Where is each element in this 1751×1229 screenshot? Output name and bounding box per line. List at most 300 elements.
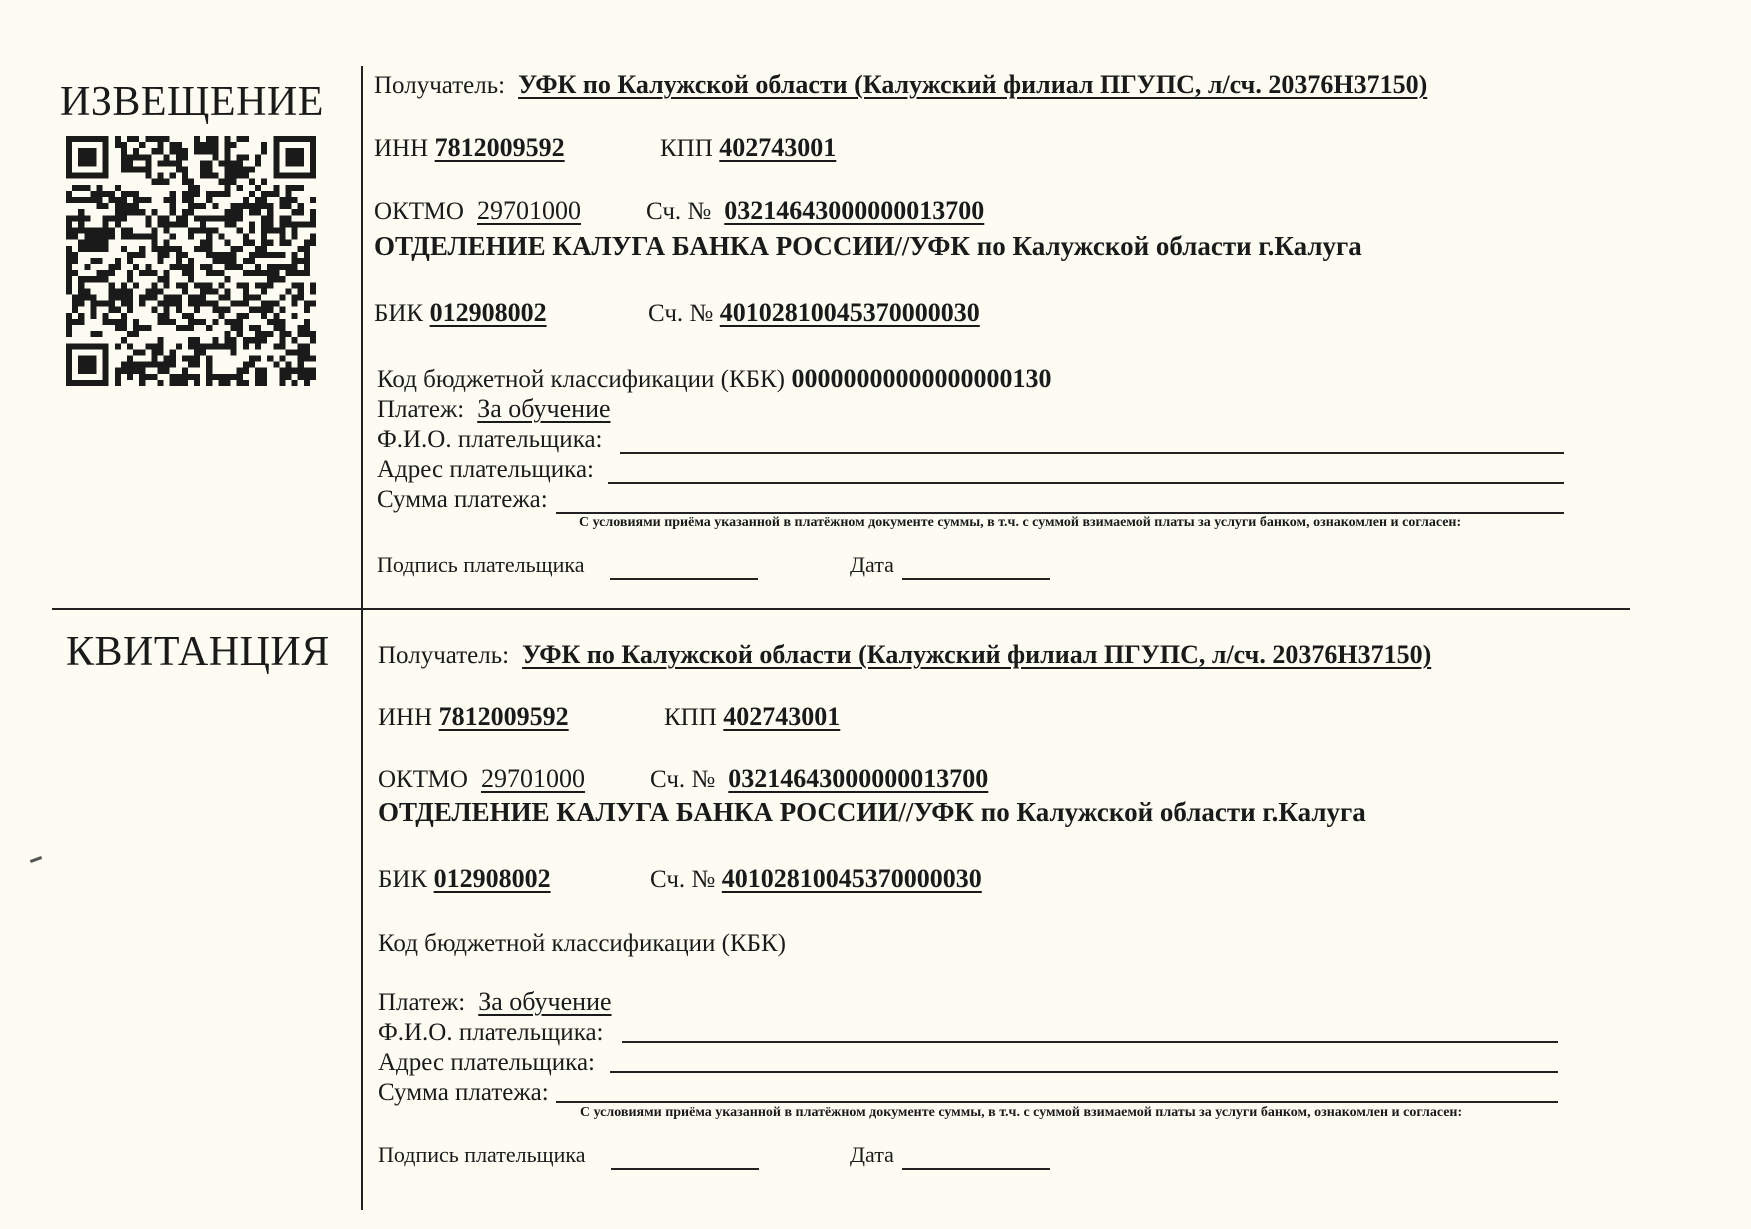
receipt-kbk-row [378, 928, 786, 958]
qr-module [121, 319, 127, 325]
qr-module [164, 362, 170, 368]
qr-module [212, 227, 218, 233]
qr-module [304, 221, 310, 227]
qr-module [225, 166, 231, 172]
qr-module [66, 331, 72, 337]
qr-module [84, 343, 90, 349]
qr-module [237, 374, 243, 380]
qr-module [84, 160, 90, 166]
qr-module [267, 240, 273, 246]
qr-module [279, 374, 285, 380]
qr-module [279, 240, 285, 246]
qr-module [151, 349, 157, 355]
qr-module [194, 319, 200, 325]
qr-module [151, 148, 157, 154]
qr-module [249, 356, 255, 362]
qr-module [218, 343, 224, 349]
qr-module [261, 142, 267, 148]
qr-module [145, 288, 151, 294]
qr-module [78, 288, 84, 294]
qr-module [164, 276, 170, 282]
qr-module [212, 148, 218, 154]
qr-module [225, 252, 231, 258]
qr-module [139, 325, 145, 331]
qr-module [182, 313, 188, 319]
qr-module [103, 246, 109, 252]
qr-module [176, 264, 182, 270]
qr-module [127, 362, 133, 368]
qr-module [157, 368, 163, 374]
qr-module [194, 349, 200, 355]
qr-module [255, 337, 261, 343]
qr-module [164, 301, 170, 307]
qr-module [286, 221, 292, 227]
qr-module [170, 295, 176, 301]
qr-module [176, 295, 182, 301]
qr-module [103, 240, 109, 246]
qr-module [267, 252, 273, 258]
qr-module [218, 307, 224, 313]
qr-module [206, 246, 212, 252]
qr-module [72, 136, 78, 142]
qr-module [66, 246, 72, 252]
notice-oktmo-row [374, 196, 581, 226]
signature-field[interactable] [610, 552, 758, 580]
qr-module [66, 368, 72, 374]
qr-module [194, 191, 200, 197]
qr-module [170, 148, 176, 154]
qr-module [237, 166, 243, 172]
qr-module [66, 270, 72, 276]
corr-account-value: 40102810045370000030 [719, 298, 980, 327]
qr-module [115, 380, 121, 386]
qr-module [286, 368, 292, 374]
qr-module [139, 197, 145, 203]
qr-module [231, 179, 237, 185]
qr-module [279, 264, 285, 270]
qr-module [103, 362, 109, 368]
payment-value: За обучение [477, 394, 611, 423]
qr-module [157, 343, 163, 349]
qr-module [237, 209, 243, 215]
qr-module [298, 148, 304, 154]
qr-module [298, 154, 304, 160]
notice-address-row [377, 454, 594, 484]
qr-module [151, 282, 157, 288]
qr-module [310, 209, 316, 215]
fio-label: Ф.И.О. плательщика: [378, 1019, 604, 1046]
qr-module [279, 368, 285, 374]
qr-module [231, 252, 237, 258]
qr-module [200, 319, 206, 325]
qr-module [261, 227, 267, 233]
scan-mark [30, 856, 42, 863]
qr-module [231, 246, 237, 252]
qr-module [237, 136, 243, 142]
qr-module [176, 258, 182, 264]
qr-module [310, 288, 316, 294]
qr-module [298, 136, 304, 142]
qr-module [261, 221, 267, 227]
qr-module [310, 221, 316, 227]
qr-module [304, 252, 310, 258]
qr-module [243, 337, 249, 343]
qr-module [255, 160, 261, 166]
qr-module [273, 362, 279, 368]
recipient-label: Получатель: [378, 642, 510, 669]
qr-module [176, 301, 182, 307]
qr-module [66, 319, 72, 325]
qr-module [139, 295, 145, 301]
bik-label: БИК [378, 866, 428, 893]
qr-module [90, 356, 96, 362]
qr-module [279, 319, 285, 325]
qr-module [292, 148, 298, 154]
oktmo-label: ОКТМО [374, 198, 464, 225]
qr-module [127, 252, 133, 258]
qr-module [292, 173, 298, 179]
qr-module [231, 349, 237, 355]
qr-module [206, 264, 212, 270]
qr-module [298, 368, 304, 374]
qr-module [218, 282, 224, 288]
qr-module [249, 191, 255, 197]
recipient-value: УФК по Калужской области (Калужский филиал ПГУПС, л/сч. 20376Н37150) [518, 70, 1428, 99]
qr-module [249, 270, 255, 276]
qr-module [279, 227, 285, 233]
qr-module [66, 276, 72, 282]
qr-module [170, 264, 176, 270]
qr-module [261, 313, 267, 319]
qr-module [225, 288, 231, 294]
qr-module [304, 136, 310, 142]
qr-module [298, 258, 304, 264]
qr-module [273, 154, 279, 160]
qr-module [200, 142, 206, 148]
qr-module [292, 270, 298, 276]
account-value: 03214643000000013700 [728, 764, 989, 793]
qr-module [170, 319, 176, 325]
qr-module [90, 258, 96, 264]
signature-label: Подпись плательщика [377, 552, 585, 577]
qr-module [115, 209, 121, 215]
fio-field[interactable] [622, 1015, 1558, 1043]
qr-module [145, 325, 151, 331]
qr-module [267, 227, 273, 233]
qr-module [127, 307, 133, 313]
qr-module [279, 215, 285, 221]
qr-module [139, 142, 145, 148]
qr-module [292, 264, 298, 270]
qr-module [206, 166, 212, 172]
qr-module [225, 185, 231, 191]
qr-module [255, 185, 261, 191]
qr-module [243, 270, 249, 276]
qr-module [261, 331, 267, 337]
qr-module [176, 374, 182, 380]
qr-module [78, 282, 84, 288]
qr-module [164, 160, 170, 166]
qr-module [115, 215, 121, 221]
qr-module [200, 221, 206, 227]
qr-module [182, 374, 188, 380]
qr-module [72, 252, 78, 258]
receipt-address-row [378, 1047, 595, 1077]
qr-module [255, 282, 261, 288]
qr-module [267, 221, 273, 227]
qr-module [78, 197, 84, 203]
qr-module [96, 227, 102, 233]
qr-module [157, 179, 163, 185]
qr-module [225, 258, 231, 264]
qr-module [121, 215, 127, 221]
qr-module [206, 215, 212, 221]
qr-module [127, 258, 133, 264]
qr-module [225, 148, 231, 154]
qr-module [273, 252, 279, 258]
qr-module [72, 197, 78, 203]
qr-module [170, 173, 176, 179]
qr-module [176, 221, 182, 227]
qr-module [157, 362, 163, 368]
qr-module [304, 349, 310, 355]
qr-module [96, 301, 102, 307]
qr-module [182, 173, 188, 179]
fio-field[interactable] [620, 426, 1564, 454]
bik-label: БИК [374, 300, 424, 327]
qr-module [218, 270, 224, 276]
qr-module [103, 221, 109, 227]
qr-module [90, 227, 96, 233]
qr-module [243, 362, 249, 368]
qr-module [127, 160, 133, 166]
qr-module [304, 325, 310, 331]
qr-module [84, 154, 90, 160]
qr-module [249, 252, 255, 258]
qr-module [103, 374, 109, 380]
receipt-kpp-row [664, 702, 840, 732]
recipient-label: Получатель: [374, 72, 506, 99]
qr-module [286, 374, 292, 380]
qr-module [151, 209, 157, 215]
qr-module [249, 325, 255, 331]
qr-module [304, 368, 310, 374]
qr-module [261, 246, 267, 252]
sum-field[interactable] [556, 1075, 1558, 1103]
qr-module [194, 356, 200, 362]
qr-module [115, 319, 121, 325]
qr-module [243, 136, 249, 142]
qr-module [292, 380, 298, 386]
qr-module [261, 301, 267, 307]
qr-module [267, 203, 273, 209]
qr-module [218, 380, 224, 386]
qr-module [206, 173, 212, 179]
qr-module [267, 319, 273, 325]
qr-module [255, 246, 261, 252]
qr-module [218, 179, 224, 185]
qr-module [78, 148, 84, 154]
qr-module [292, 227, 298, 233]
qr-module [103, 349, 109, 355]
qr-module [225, 173, 231, 179]
qr-module [249, 258, 255, 264]
qr-module [84, 276, 90, 282]
qr-module [90, 234, 96, 240]
qr-module [182, 356, 188, 362]
qr-module [292, 301, 298, 307]
qr-module [78, 215, 84, 221]
notice-kbk-row [377, 364, 1051, 394]
date-field[interactable] [902, 552, 1050, 580]
qr-module [273, 325, 279, 331]
qr-module [286, 264, 292, 270]
qr-module [66, 356, 72, 362]
address-field[interactable] [608, 456, 1564, 484]
qr-module [292, 282, 298, 288]
qr-module [286, 154, 292, 160]
qr-module [103, 356, 109, 362]
qr-module [109, 301, 115, 307]
qr-module [170, 203, 176, 209]
qr-module [188, 313, 194, 319]
qr-module [286, 240, 292, 246]
qr-module [188, 227, 194, 233]
qr-module [139, 270, 145, 276]
signature-field[interactable] [611, 1142, 759, 1170]
qr-module [261, 197, 267, 203]
qr-module [292, 313, 298, 319]
qr-module [139, 246, 145, 252]
qr-module [237, 203, 243, 209]
qr-module [304, 246, 310, 252]
qr-module [90, 276, 96, 282]
qr-module [273, 343, 279, 349]
qr-module [127, 295, 133, 301]
qr-module [121, 337, 127, 343]
qr-module [133, 331, 139, 337]
qr-module [200, 349, 206, 355]
qr-module [243, 197, 249, 203]
qr-module [225, 331, 231, 337]
qr-module [182, 197, 188, 203]
qr-module [206, 374, 212, 380]
qr-module [225, 295, 231, 301]
qr-module [84, 136, 90, 142]
qr-module [261, 288, 267, 294]
qr-module [206, 142, 212, 148]
qr-module [218, 313, 224, 319]
qr-module [212, 337, 218, 343]
qr-module [164, 227, 170, 233]
qr-module [96, 197, 102, 203]
qr-module [151, 179, 157, 185]
notice-inn-row [374, 133, 565, 163]
qr-module [206, 325, 212, 331]
qr-module [121, 227, 127, 233]
qr-module [78, 319, 84, 325]
qr-module [78, 160, 84, 166]
qr-module [279, 276, 285, 282]
qr-module [188, 374, 194, 380]
qr-module [231, 209, 237, 215]
sum-field[interactable] [556, 486, 1564, 514]
fio-label: Ф.И.О. плательщика: [377, 426, 603, 453]
qr-module [145, 362, 151, 368]
qr-module [267, 356, 273, 362]
qr-module [292, 209, 298, 215]
qr-module [176, 307, 182, 313]
qr-module [243, 301, 249, 307]
qr-module [249, 227, 255, 233]
qr-module [298, 349, 304, 355]
date-field[interactable] [902, 1142, 1050, 1170]
qr-module [90, 307, 96, 313]
qr-module [279, 221, 285, 227]
qr-module [157, 258, 163, 264]
qr-module [310, 356, 316, 362]
qr-module [78, 136, 84, 142]
qr-module [194, 307, 200, 313]
qr-module [279, 203, 285, 209]
qr-module [164, 215, 170, 221]
qr-module [292, 185, 298, 191]
qr-module [78, 221, 84, 227]
qr-module [170, 380, 176, 386]
qr-module [84, 264, 90, 270]
qr-module [170, 374, 176, 380]
qr-module [261, 215, 267, 221]
qr-module [206, 282, 212, 288]
qr-module [103, 215, 109, 221]
qr-module [255, 368, 261, 374]
qr-module [127, 191, 133, 197]
qr-module [72, 185, 78, 191]
qr-module [115, 197, 121, 203]
qr-module [279, 307, 285, 313]
qr-module [103, 160, 109, 166]
qr-module [90, 154, 96, 160]
qr-module [292, 234, 298, 240]
qr-module [310, 234, 316, 240]
address-field[interactable] [610, 1045, 1558, 1073]
qr-module [249, 295, 255, 301]
qr-module [261, 270, 267, 276]
qr-module [194, 203, 200, 209]
qr-module [225, 142, 231, 148]
inn-value: 7812009592 [434, 133, 565, 162]
qr-module [78, 154, 84, 160]
qr-module [103, 136, 109, 142]
qr-module [103, 343, 109, 349]
notice-payment-row [377, 394, 611, 424]
qr-module [133, 282, 139, 288]
qr-module [261, 148, 267, 154]
qr-module [206, 380, 212, 386]
inn-label: ИНН [374, 135, 429, 162]
date-label: Дата [850, 1142, 894, 1167]
qr-module [157, 173, 163, 179]
qr-module [115, 307, 121, 313]
qr-module [212, 270, 218, 276]
vertical-divider-top [361, 66, 363, 610]
qr-module [164, 221, 170, 227]
qr-module [66, 349, 72, 355]
qr-module [218, 252, 224, 258]
qr-module [249, 221, 255, 227]
qr-module [72, 319, 78, 325]
qr-module [255, 307, 261, 313]
